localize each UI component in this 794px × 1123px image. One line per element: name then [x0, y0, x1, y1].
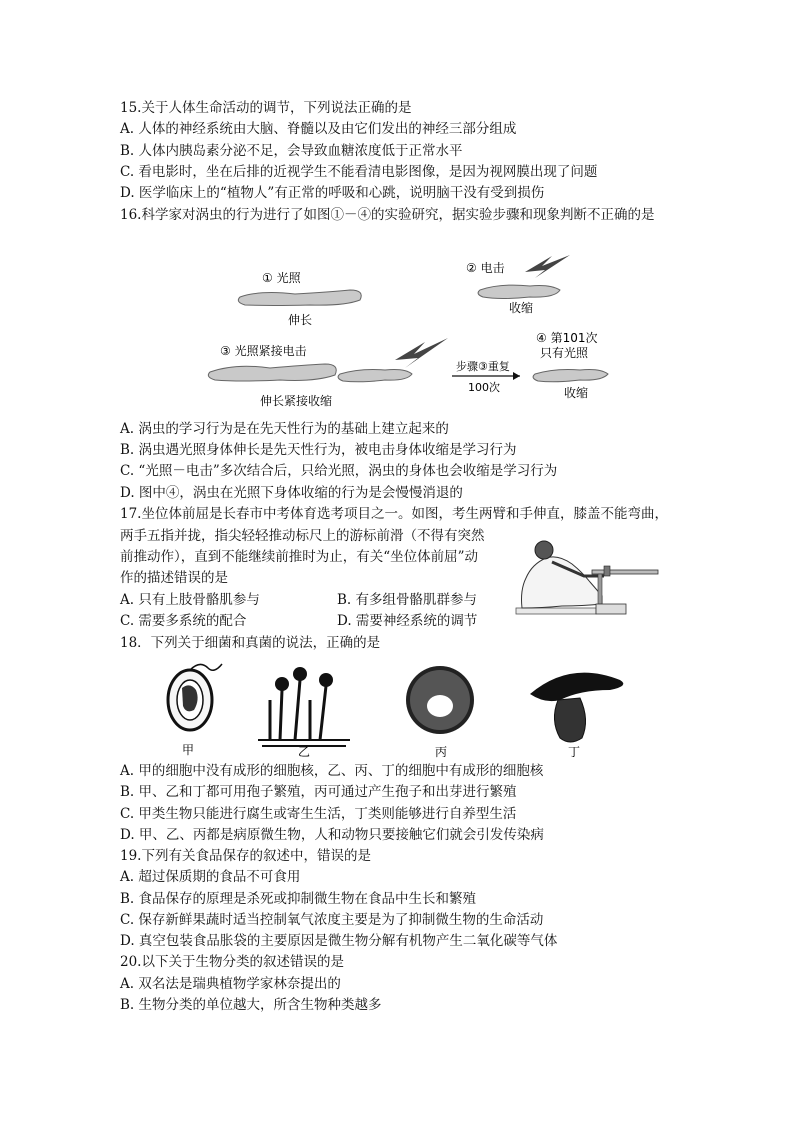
bacterium-icon: [168, 664, 222, 730]
ruler-icon: [592, 570, 658, 574]
q18-option-d: D. 甲、乙、丙都是病原微生物，人和动物只要接触它们就会引发传染病: [120, 827, 544, 843]
q16-option-a: A. 涡虫的学习行为是在先天性行为的基础上建立起来的: [120, 421, 449, 437]
planarian-extended-3: [208, 364, 336, 381]
q17-stem-line-2: 两手五指并拢，指尖轻轻推动标尺上的游标前滑（不得有突然: [120, 528, 485, 544]
panel4-caption: 收缩: [564, 386, 589, 400]
q16-option-c: C. “光照－电击”多次结合后，只给光照，涡虫的身体也会收缩是学习行为: [120, 463, 558, 479]
panel3-caption: 伸长紧接收缩: [260, 394, 333, 408]
q17-option-a: A. 只有上肢骨骼肌参与: [120, 592, 260, 608]
q20-option-a: A. 双名法是瑞典植物学家林奈提出的: [120, 976, 341, 992]
q15-option-b: B. 人体内胰岛素分泌不足，会导致血糖浓度低于正常水平: [120, 143, 463, 159]
q18-stem: 18．下列关于细菌和真菌的说法，正确的是: [120, 635, 381, 651]
q19-stem: 19.下列有关食品保存的叙述中，错误的是: [120, 848, 371, 864]
q16-option-b: B. 涡虫遇光照身体伸长是先天性行为，被电击身体收缩是学习行为: [120, 442, 517, 458]
q20-stem: 20.以下关于生物分类的叙述错误的是: [120, 954, 344, 970]
panel3-label: ③ 光照紧接电击: [220, 344, 307, 358]
planarian-contracted-2: [478, 285, 560, 298]
planarian-experiment-figure: [200, 250, 630, 415]
yeast-icon: [406, 666, 474, 734]
q17-stem-line-4: 作的描述错误的是: [120, 570, 228, 586]
q18-option-c: C. 甲类生物只能进行腐生或寄生生活，丁类则能够进行自养型生活: [120, 806, 517, 822]
lightning-icon-2: [395, 338, 448, 368]
lightning-icon-1: [525, 255, 570, 278]
planarian-extended-1: [238, 290, 361, 306]
label-yi: 乙: [298, 745, 311, 759]
panel1-caption: 伸长: [288, 313, 313, 327]
arrow-bottom-label: 100次: [468, 381, 500, 394]
microbes-figure: [150, 660, 650, 760]
q17-stem-line-1: 17.坐位体前屈是长春市中考体育选考项目之一。如图，考生两臂和手伸直，膝盖不能弯曲，: [120, 506, 668, 522]
arrow-top-label: 步骤③重复: [456, 360, 510, 373]
student-body: [522, 557, 603, 608]
mold-icon: [258, 667, 350, 746]
q18-option-a: A. 甲的细胞中没有成形的细胞核，乙、丙、丁的细胞中有成形的细胞核: [120, 763, 544, 779]
panel4-label-2: 只有光照: [540, 346, 589, 360]
q19-option-a: A. 超过保质期的食品不可食用: [120, 869, 301, 885]
q19-option-b: B. 食品保存的原理是杀死或抑制微生物在食品中生长和繁殖: [120, 891, 477, 907]
q16-stem: 16.科学家对涡虫的行为进行了如图①－④的实验研究，据实验步骤和现象判断不正确的是: [120, 207, 655, 223]
q17-option-d: D. 需要神经系统的调节: [337, 613, 478, 629]
panel1-label: ① 光照: [262, 271, 301, 285]
q17-option-c: C. 需要多系统的配合: [120, 613, 247, 629]
q19-option-d: D. 真空包装食品胀袋的主要原因是微生物分解有机物产生二氧化碳等气体: [120, 933, 558, 949]
q15-stem: 15.关于人体生命活动的调节，下列说法正确的是: [120, 100, 412, 116]
planarian-contracted-3: [338, 370, 412, 382]
q20-option-b: B. 生物分类的单位越大，所含生物种类越多: [120, 997, 382, 1013]
label-bing: 丙: [435, 745, 448, 759]
q19-option-c: C. 保存新鲜果蔬时适当控制氧气浓度主要是为了抑制微生物的生命活动: [120, 912, 544, 928]
label-ding: 丁: [568, 745, 581, 759]
q15-option-d: D. 医学临床上的“植物人”有正常的呼吸和心跳，说明脑干没有受到损伤: [120, 185, 545, 201]
mushroom-icon: [530, 673, 623, 742]
q17-option-b: B. 有多组骨骼肌群参与: [337, 592, 478, 608]
panel2-label: ② 电击: [466, 261, 505, 275]
panel2-caption: 收缩: [509, 301, 534, 315]
q16-option-d: D. 图中④，涡虫在光照下身体收缩的行为是会慢慢消退的: [120, 485, 463, 501]
label-jia: 甲: [182, 743, 195, 757]
student-head: [535, 541, 553, 559]
q15-option-a: A. 人体的神经系统由大脑、脊髓以及由它们发出的神经三部分组成: [120, 121, 517, 137]
q15-option-c: C. 看电影时，坐在后排的近视学生不能看清电影图像，是因为视网膜出现了问题: [120, 164, 598, 180]
panel4-label-1: ④ 第101次: [536, 331, 598, 345]
q17-stem-line-3: 前推动作），直到不能继续前推时为止，有关“坐位体前屈”动: [120, 549, 479, 565]
q18-option-b: B. 甲、乙和丁都可用孢子繁殖，丙可通过产生孢子和出芽进行繁殖: [120, 784, 517, 800]
sit-and-reach-figure: [512, 530, 660, 622]
planarian-contracted-4: [533, 370, 608, 382]
